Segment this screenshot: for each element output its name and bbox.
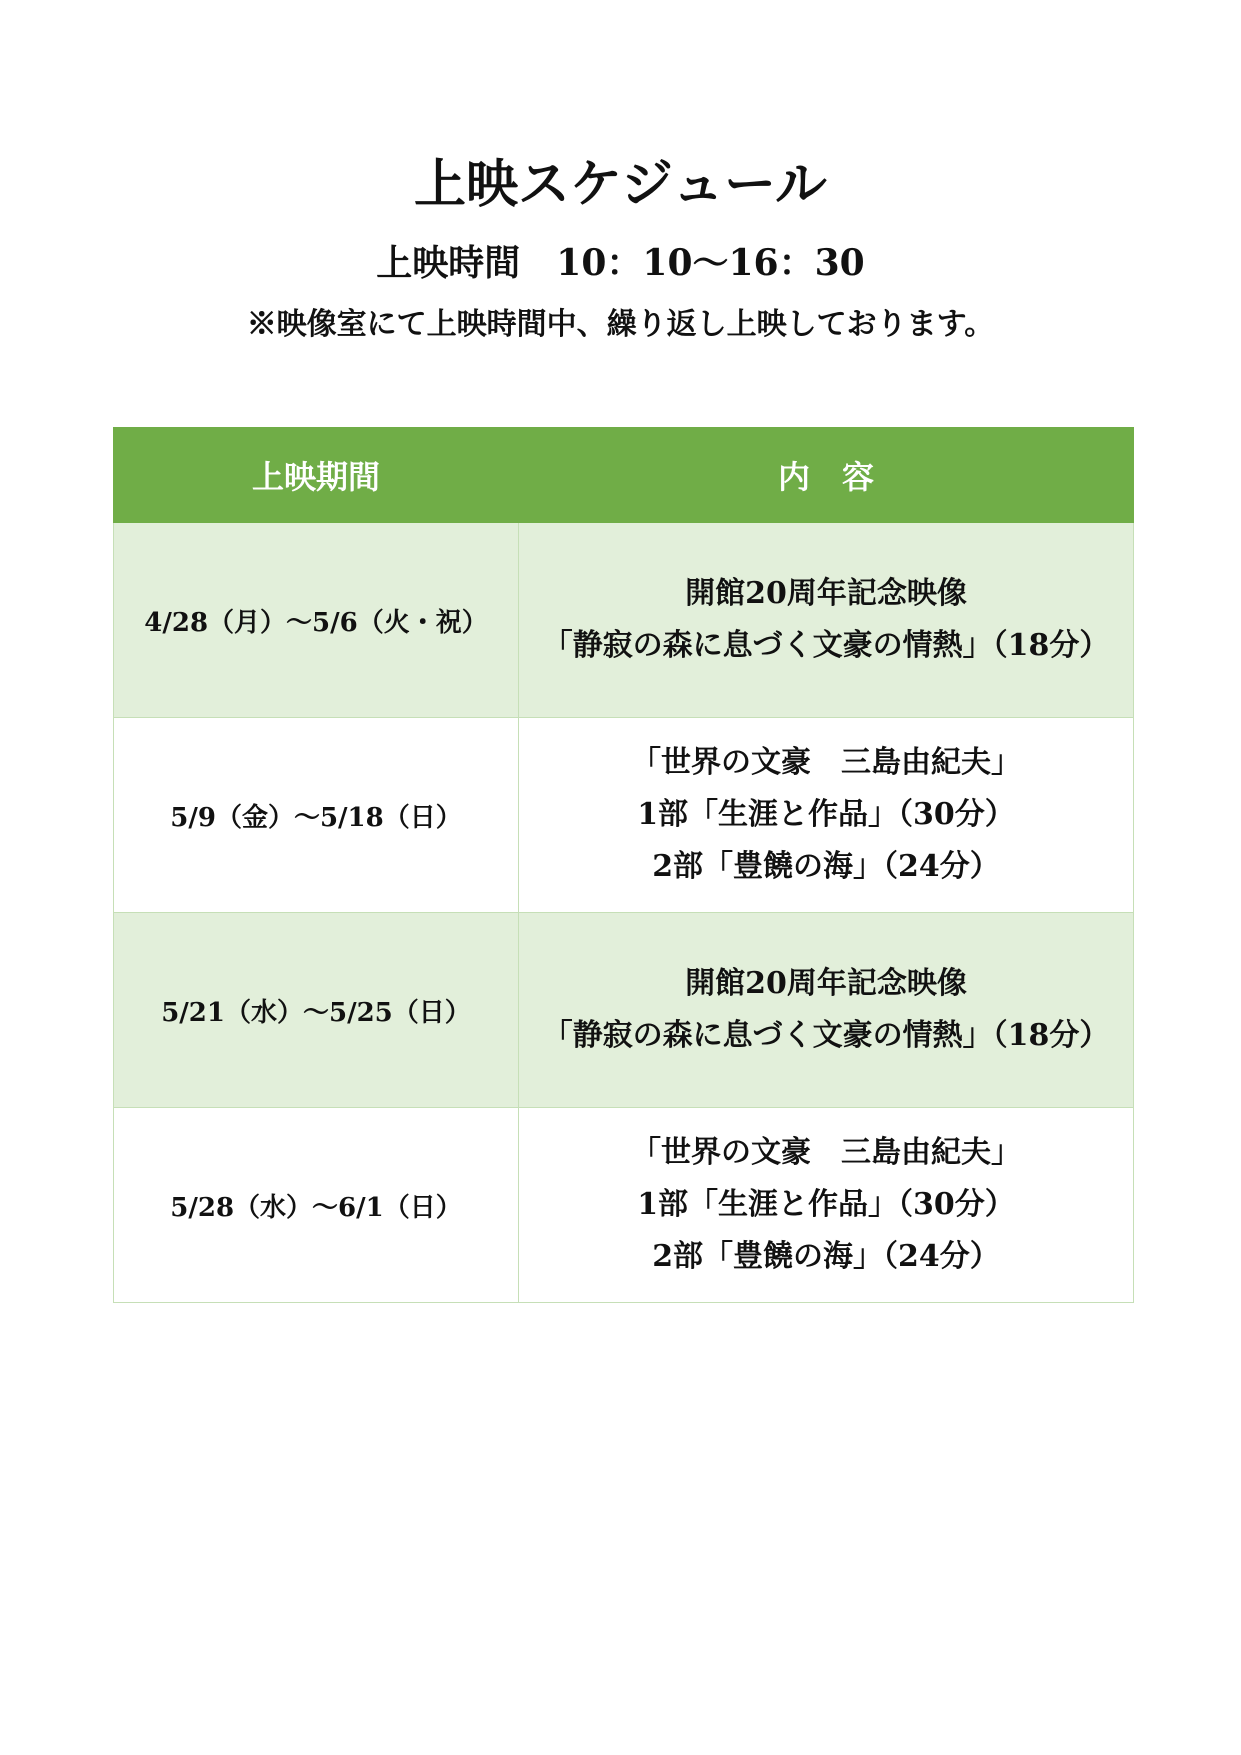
header-period: 上映期間 xyxy=(114,428,519,523)
table-header-row xyxy=(114,428,1134,523)
table-row xyxy=(114,913,1134,1108)
content-line: 1部「生涯と作品」（30分） xyxy=(637,1187,1015,1222)
content-line: 「静寂の森に息づく文豪の情熱」（18分） xyxy=(542,628,1110,663)
period-cell: 5/28（水）～6/1（日） xyxy=(114,1108,519,1303)
period-cell: 4/28（月）～5/6（火・祝） xyxy=(114,523,519,718)
content-cell xyxy=(519,913,1134,1108)
content-line: 2部「豊饒の海」（24分） xyxy=(652,849,1000,884)
page-title: 上映スケジュール xyxy=(414,154,827,215)
screening-hours: 上映時間 10：10～16：30 xyxy=(376,242,865,284)
content-cell xyxy=(519,1108,1134,1303)
content-line: 開館20周年記念映像 xyxy=(685,966,967,1001)
content-line: 開館20周年記念映像 xyxy=(685,576,967,611)
screening-note: ※映像室にて上映時間中、繰り返し上映しております。 xyxy=(246,307,995,342)
header-content: 内 容 xyxy=(519,428,1134,523)
content-line: 2部「豊饒の海」（24分） xyxy=(652,1239,1000,1274)
content-line: 「世界の文豪 三島由紀夫」 xyxy=(631,745,1021,780)
period-cell: 5/9（金）～5/18（日） xyxy=(114,718,519,913)
schedule-table xyxy=(113,427,1134,1303)
content-line: 「世界の文豪 三島由紀夫」 xyxy=(631,1135,1021,1170)
content-cell xyxy=(519,718,1134,913)
content-line: 「静寂の森に息づく文豪の情熱」（18分） xyxy=(542,1018,1110,1053)
table-row xyxy=(114,1108,1134,1303)
content-cell xyxy=(519,523,1134,718)
period-cell: 5/21（水）～5/25（日） xyxy=(114,913,519,1108)
content-line: 1部「生涯と作品」（30分） xyxy=(637,797,1015,832)
table-row xyxy=(114,523,1134,718)
table-row xyxy=(114,718,1134,913)
